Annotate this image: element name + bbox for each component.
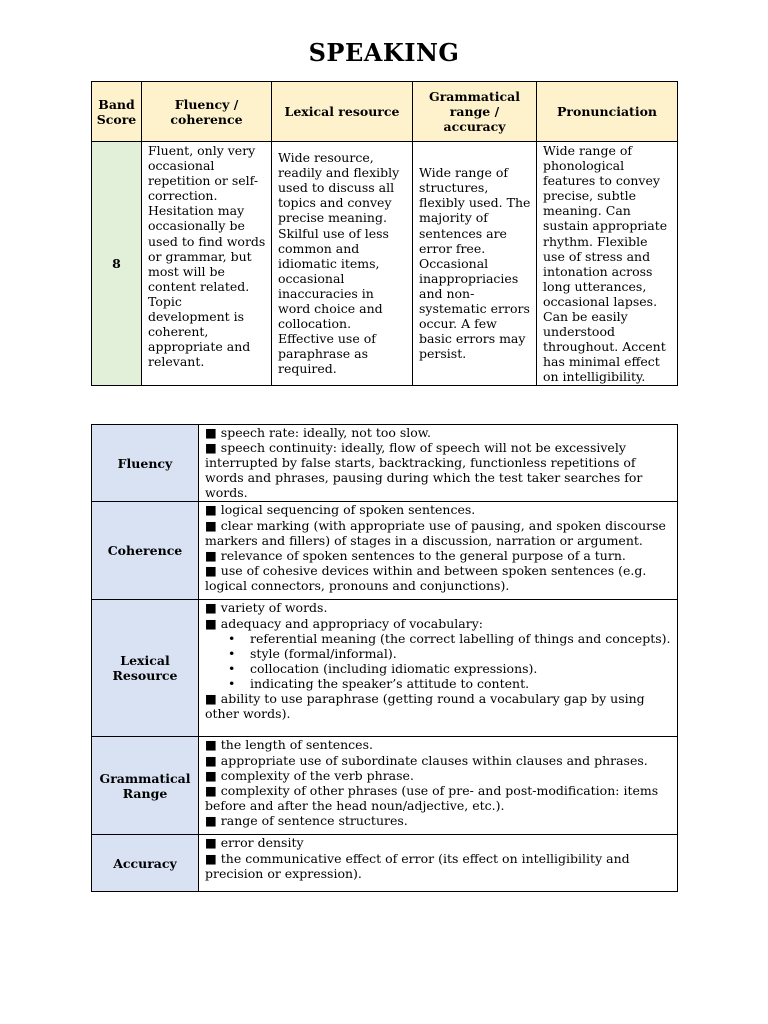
header-lexical-resource: Lexical resource <box>272 82 413 142</box>
criteria-desc-fluency <box>199 425 678 502</box>
criteria-row-lexical <box>92 600 678 737</box>
criteria-item: ■ adequacy and appropriacy of vocabulary: <box>205 615 483 631</box>
criteria-desc-coherence <box>199 502 678 600</box>
criteria-row-fluency <box>92 425 678 502</box>
header-band-score: Band Score <box>92 82 142 142</box>
criteria-item: ■ logical sequencing of spoken sentences. <box>205 502 476 518</box>
criteria-item: ■ speech continuity: ideally, flow of speech will not be excessively interrupted by false starts, backtracking, functionless repetitions of words and phrases, pausing during which the test taker searches for words. <box>205 440 643 501</box>
criteria-item: ■ variety of words. <box>205 600 328 616</box>
criteria-row-accuracy <box>92 835 678 892</box>
criteria-row-grammatical <box>92 737 678 835</box>
header-pronunciation: Pronunciation <box>537 82 678 142</box>
criteria-desc-accuracy <box>199 835 678 892</box>
sub-list-item: • collocation (including idiomatic expressions). <box>250 661 671 676</box>
band-row-8 <box>92 142 678 386</box>
criteria-name-grammatical-range: Grammatical Range <box>92 737 199 835</box>
criteria-item: ■ use of cohesive devices within and between spoken sentences (e.g. logical connectors, pronouns and conjunctions). <box>205 562 647 593</box>
criteria-item: ■ complexity of other phrases (use of pre- and post-modification: items before and after the head noun/adjective, etc.). <box>205 782 659 813</box>
criteria-name-lexical-resource: Lexical Resource <box>92 600 199 737</box>
criteria-item: ■ speech rate: ideally, not too slow. <box>205 425 431 440</box>
criteria-row-coherence <box>92 502 678 600</box>
lexical-resource-descriptor: Wide resource, readily and flexibly used to discuss all topics and convey precise meaning. Skilful use of less common and idiomatic items, occasional inaccuracies in word choice and collocation. Effective use of paraphrase as required. <box>272 142 413 386</box>
criteria-item: ■ the communicative effect of error (its effect on intelligibility and precision or expression). <box>205 850 630 881</box>
header-fluency-coherence: Fluency / coherence <box>142 82 272 142</box>
sub-list-item: • indicating the speaker’s attitude to content. <box>250 676 671 691</box>
grammatical-range-descriptor: Wide range of structures, flexibly used. The majority of sentences are error free. Occasional inappropriacies and non-systematic errors occur. A few basic errors may persist. <box>413 142 537 386</box>
criteria-item: ■ error density <box>205 835 304 851</box>
criteria-name-accuracy: Accuracy <box>92 835 199 892</box>
criteria-name-fluency: Fluency <box>92 425 199 502</box>
criteria-item: ■ relevance of spoken sentences to the general purpose of a turn. <box>205 547 626 563</box>
criteria-desc-grammatical-range <box>199 737 678 835</box>
criteria-desc-lexical-resource <box>199 600 678 737</box>
criteria-item: ■ ability to use paraphrase (getting round a vocabulary gap by using other words). <box>205 691 645 722</box>
criteria-table <box>91 424 678 892</box>
criteria-item: ■ range of sentence structures. <box>205 812 408 828</box>
fluency-coherence-descriptor: Fluent, only very occasional repetition or self-correction. Hesitation may occasionally be used to find words or grammar, but most will be content related. Topic development is coherent, appropriate and relevant. <box>142 142 272 386</box>
header-grammatical-range: Grammatical range / accuracy <box>413 82 537 142</box>
band-score-value: 8 <box>92 142 142 386</box>
pronunciation-descriptor: Wide range of phonological features to convey precise, subtle meaning. Can sustain appropriate rhythm. Flexible use of stress and intonation across long utterances, occasional lapses. Can be easily understood throughout. Accent has minimal effect on intelligibility. <box>537 142 678 386</box>
sub-list-item: • referential meaning (the correct labelling of things and concepts). <box>250 631 671 646</box>
page-title: SPEAKING <box>308 38 460 67</box>
criteria-item: ■ clear marking (with appropriate use of pausing, and spoken discourse markers and fillers) of stages in a discussion, narration or argument. <box>205 517 666 548</box>
criteria-item: ■ appropriate use of subordinate clauses within clauses and phrases. <box>205 752 648 768</box>
criteria-item: ■ complexity of the verb phrase. <box>205 767 414 783</box>
band-header-row <box>92 82 678 142</box>
criteria-item: ■ the length of sentences. <box>205 737 373 753</box>
sub-list-item: • style (formal/informal). <box>250 646 671 661</box>
criteria-name-coherence: Coherence <box>92 502 199 600</box>
vocabulary-sub-list <box>205 631 671 691</box>
band-descriptor-table <box>91 81 678 386</box>
